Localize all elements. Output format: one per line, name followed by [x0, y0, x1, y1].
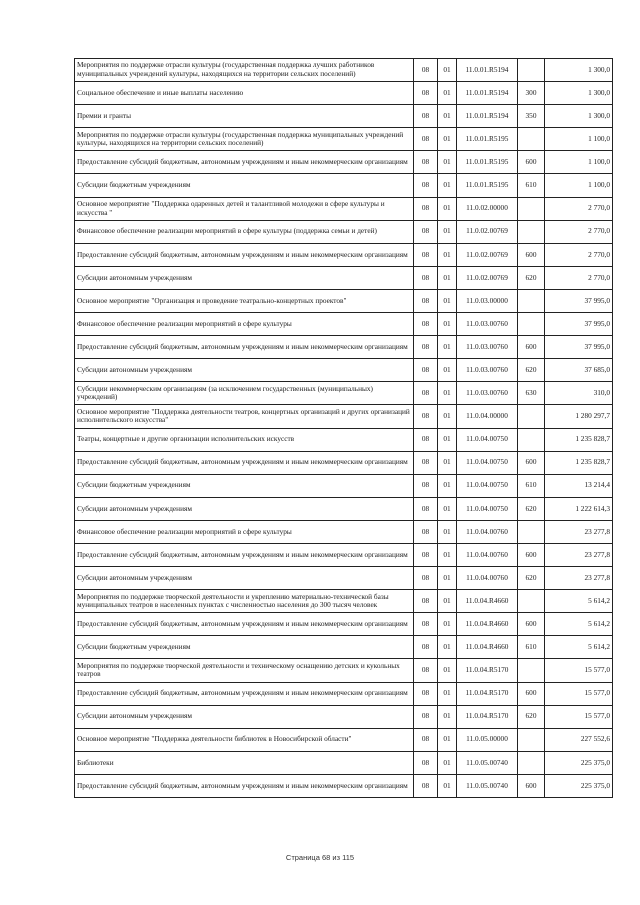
expense-type-cell — [518, 289, 545, 312]
row-name-cell: Библиотеки — [75, 751, 414, 774]
subsection-code-cell: 01 — [438, 59, 457, 82]
row-name-cell: Финансовое обеспечение реализации мероприятий в сфере культуры (поддержка семьи и детей) — [75, 220, 414, 243]
row-name-cell: Субсидии автономным учреждениям — [75, 266, 414, 289]
target-article-cell: 11.0.04.00750 — [457, 497, 518, 520]
section-code-cell: 08 — [414, 82, 438, 105]
subsection-code-cell: 01 — [438, 474, 457, 497]
expense-type-cell: 620 — [518, 567, 545, 590]
target-article-cell: 11.0.01.R5194 — [457, 105, 518, 128]
table-row — [75, 105, 613, 128]
section-code-cell: 08 — [414, 197, 438, 220]
amount-cell: 5 614,2 — [545, 636, 613, 659]
budget-table — [74, 58, 613, 798]
section-code-cell: 08 — [414, 682, 438, 705]
row-name-cell: Предоставление субсидий бюджетным, автономным учреждениям и иным некоммерческим организациям — [75, 774, 414, 797]
table-row — [75, 567, 613, 590]
section-code-cell: 08 — [414, 128, 438, 151]
amount-cell: 1 235 828,7 — [545, 451, 613, 474]
section-code-cell: 08 — [414, 151, 438, 174]
table-row — [75, 82, 613, 105]
target-article-cell: 11.0.02.00769 — [457, 220, 518, 243]
amount-cell: 1 235 828,7 — [545, 428, 613, 451]
section-code-cell: 08 — [414, 659, 438, 682]
amount-cell: 2 770,0 — [545, 243, 613, 266]
subsection-code-cell: 01 — [438, 543, 457, 566]
table-row — [75, 313, 613, 336]
table-row — [75, 266, 613, 289]
expense-type-cell — [518, 428, 545, 451]
subsection-code-cell: 01 — [438, 682, 457, 705]
subsection-code-cell: 01 — [438, 289, 457, 312]
section-code-cell: 08 — [414, 728, 438, 751]
amount-cell: 1 222 614,3 — [545, 497, 613, 520]
subsection-code-cell: 01 — [438, 705, 457, 728]
row-name-cell: Предоставление субсидий бюджетным, автономным учреждениям и иным некоммерческим организациям — [75, 243, 414, 266]
expense-type-cell — [518, 520, 545, 543]
budget-table-page — [74, 58, 612, 798]
amount-cell: 1 300,0 — [545, 105, 613, 128]
amount-cell: 1 280 297,7 — [545, 405, 613, 428]
row-name-cell: Субсидии автономным учреждениям — [75, 359, 414, 382]
row-name-cell: Театры, концертные и другие организации исполнительских искусств — [75, 428, 414, 451]
table-row — [75, 474, 613, 497]
section-code-cell: 08 — [414, 520, 438, 543]
table-row — [75, 613, 613, 636]
expense-type-cell — [518, 405, 545, 428]
row-name-cell: Предоставление субсидий бюджетным, автономным учреждениям и иным некоммерческим организациям — [75, 151, 414, 174]
section-code-cell: 08 — [414, 382, 438, 405]
table-row — [75, 705, 613, 728]
amount-cell: 37 995,0 — [545, 289, 613, 312]
section-code-cell: 08 — [414, 497, 438, 520]
table-row — [75, 197, 613, 220]
table-row — [75, 243, 613, 266]
expense-type-cell — [518, 728, 545, 751]
amount-cell: 225 375,0 — [545, 751, 613, 774]
expense-type-cell — [518, 59, 545, 82]
expense-type-cell: 630 — [518, 382, 545, 405]
target-article-cell: 11.0.04.00750 — [457, 451, 518, 474]
section-code-cell: 08 — [414, 428, 438, 451]
table-row — [75, 497, 613, 520]
section-code-cell: 08 — [414, 59, 438, 82]
amount-cell: 310,0 — [545, 382, 613, 405]
subsection-code-cell: 01 — [438, 220, 457, 243]
expense-type-cell: 620 — [518, 266, 545, 289]
subsection-code-cell: 01 — [438, 336, 457, 359]
amount-cell: 1 100,0 — [545, 151, 613, 174]
target-article-cell: 11.0.04.00000 — [457, 405, 518, 428]
subsection-code-cell: 01 — [438, 266, 457, 289]
section-code-cell: 08 — [414, 543, 438, 566]
section-code-cell: 08 — [414, 220, 438, 243]
expense-type-cell: 620 — [518, 705, 545, 728]
row-name-cell: Субсидии бюджетным учреждениям — [75, 636, 414, 659]
subsection-code-cell: 01 — [438, 751, 457, 774]
expense-type-cell — [518, 590, 545, 613]
target-article-cell: 11.0.01.R5195 — [457, 128, 518, 151]
row-name-cell: Субсидии некоммерческим организациям (за исключением государственных (муниципальных) учреждений) — [75, 382, 414, 405]
expense-type-cell: 350 — [518, 105, 545, 128]
amount-cell: 23 277,8 — [545, 543, 613, 566]
amount-cell: 5 614,2 — [545, 590, 613, 613]
expense-type-cell — [518, 220, 545, 243]
table-row — [75, 659, 613, 682]
target-article-cell: 11.0.01.R5195 — [457, 174, 518, 197]
subsection-code-cell: 01 — [438, 359, 457, 382]
table-row — [75, 520, 613, 543]
subsection-code-cell: 01 — [438, 567, 457, 590]
subsection-code-cell: 01 — [438, 520, 457, 543]
target-article-cell: 11.0.03.00760 — [457, 313, 518, 336]
subsection-code-cell: 01 — [438, 590, 457, 613]
row-name-cell: Субсидии автономным учреждениям — [75, 705, 414, 728]
table-row — [75, 128, 613, 151]
target-article-cell: 11.0.02.00769 — [457, 266, 518, 289]
row-name-cell: Финансовое обеспечение реализации мероприятий в сфере культуры — [75, 520, 414, 543]
expense-type-cell: 600 — [518, 543, 545, 566]
subsection-code-cell: 01 — [438, 636, 457, 659]
amount-cell: 227 552,6 — [545, 728, 613, 751]
table-row — [75, 428, 613, 451]
expense-type-cell: 600 — [518, 682, 545, 705]
subsection-code-cell: 01 — [438, 82, 457, 105]
target-article-cell: 11.0.04.00760 — [457, 520, 518, 543]
expense-type-cell: 610 — [518, 636, 545, 659]
target-article-cell: 11.0.01.R5194 — [457, 59, 518, 82]
section-code-cell: 08 — [414, 613, 438, 636]
row-name-cell: Субсидии бюджетным учреждениям — [75, 174, 414, 197]
subsection-code-cell: 01 — [438, 128, 457, 151]
expense-type-cell — [518, 197, 545, 220]
section-code-cell: 08 — [414, 705, 438, 728]
row-name-cell: Предоставление субсидий бюджетным, автономным учреждениям и иным некоммерческим организациям — [75, 613, 414, 636]
expense-type-cell: 300 — [518, 82, 545, 105]
amount-cell: 2 770,0 — [545, 266, 613, 289]
subsection-code-cell: 01 — [438, 659, 457, 682]
target-article-cell: 11.0.05.00740 — [457, 774, 518, 797]
target-article-cell: 11.0.04.00750 — [457, 428, 518, 451]
page-number: Страница 68 из 115 — [285, 853, 355, 862]
target-article-cell: 11.0.02.00769 — [457, 243, 518, 266]
section-code-cell: 08 — [414, 289, 438, 312]
subsection-code-cell: 01 — [438, 382, 457, 405]
table-row — [75, 636, 613, 659]
expense-type-cell — [518, 128, 545, 151]
row-name-cell: Предоставление субсидий бюджетным, автономным учреждениям и иным некоммерческим организациям — [75, 336, 414, 359]
budget-table-body — [75, 59, 613, 798]
amount-cell: 2 770,0 — [545, 197, 613, 220]
row-name-cell: Финансовое обеспечение реализации мероприятий в сфере культуры — [75, 313, 414, 336]
section-code-cell: 08 — [414, 636, 438, 659]
target-article-cell: 11.0.04.R5170 — [457, 705, 518, 728]
table-row — [75, 382, 613, 405]
row-name-cell: Предоставление субсидий бюджетным, автономным учреждениям и иным некоммерческим организациям — [75, 543, 414, 566]
table-row — [75, 728, 613, 751]
target-article-cell: 11.0.03.00000 — [457, 289, 518, 312]
section-code-cell: 08 — [414, 105, 438, 128]
amount-cell: 1 300,0 — [545, 82, 613, 105]
target-article-cell: 11.0.03.00760 — [457, 336, 518, 359]
target-article-cell: 11.0.01.R5194 — [457, 82, 518, 105]
subsection-code-cell: 01 — [438, 428, 457, 451]
expense-type-cell — [518, 313, 545, 336]
section-code-cell: 08 — [414, 567, 438, 590]
row-name-cell: Мероприятия по поддержке творческой деятельности и укреплению материально-технической базы муниципальных театров в населенных пунктах с численностью населения до 300 тысяч человек — [75, 590, 414, 613]
amount-cell: 1 100,0 — [545, 174, 613, 197]
expense-type-cell: 610 — [518, 174, 545, 197]
amount-cell: 37 995,0 — [545, 336, 613, 359]
row-name-cell: Основное мероприятие "Поддержка деятельности библиотек в Новосибирской области" — [75, 728, 414, 751]
section-code-cell: 08 — [414, 359, 438, 382]
table-row — [75, 59, 613, 82]
subsection-code-cell: 01 — [438, 105, 457, 128]
row-name-cell: Социальное обеспечение и иные выплаты населению — [75, 82, 414, 105]
table-row — [75, 336, 613, 359]
section-code-cell: 08 — [414, 266, 438, 289]
amount-cell: 1 300,0 — [545, 59, 613, 82]
section-code-cell: 08 — [414, 174, 438, 197]
section-code-cell: 08 — [414, 313, 438, 336]
target-article-cell: 11.0.01.R5195 — [457, 151, 518, 174]
expense-type-cell: 600 — [518, 336, 545, 359]
table-row — [75, 590, 613, 613]
section-code-cell: 08 — [414, 451, 438, 474]
amount-cell: 37 995,0 — [545, 313, 613, 336]
target-article-cell: 11.0.05.00000 — [457, 728, 518, 751]
target-article-cell: 11.0.04.00760 — [457, 543, 518, 566]
row-name-cell: Основное мероприятие "Поддержка одаренных детей и талантливой молодежи в сфере культуры и искусства " — [75, 197, 414, 220]
row-name-cell: Мероприятия по поддержке отрасли культуры (государственная поддержка муниципальных учреждений культуры, находящихся на территории сельских поселений) — [75, 128, 414, 151]
subsection-code-cell: 01 — [438, 613, 457, 636]
table-row — [75, 174, 613, 197]
target-article-cell: 11.0.02.00000 — [457, 197, 518, 220]
expense-type-cell: 600 — [518, 243, 545, 266]
subsection-code-cell: 01 — [438, 497, 457, 520]
section-code-cell: 08 — [414, 243, 438, 266]
amount-cell: 15 577,0 — [545, 682, 613, 705]
subsection-code-cell: 01 — [438, 197, 457, 220]
amount-cell: 225 375,0 — [545, 774, 613, 797]
target-article-cell: 11.0.04.R5170 — [457, 682, 518, 705]
table-row — [75, 682, 613, 705]
subsection-code-cell: 01 — [438, 405, 457, 428]
table-row — [75, 405, 613, 428]
section-code-cell: 08 — [414, 751, 438, 774]
table-row — [75, 751, 613, 774]
target-article-cell: 11.0.04.R4660 — [457, 613, 518, 636]
row-name-cell: Основное мероприятие "Поддержка деятельности театров, концертных организаций и других организаций исполнительского искусства" — [75, 405, 414, 428]
row-name-cell: Мероприятия по поддержке творческой деятельности и техническому оснащению детских и кукольных театров — [75, 659, 414, 682]
table-row — [75, 359, 613, 382]
row-name-cell: Мероприятия по поддержке отрасли культуры (государственная поддержка лучших работников муниципальных учреждений культуры, находящихся на территории сельских поселений) — [75, 59, 414, 82]
section-code-cell: 08 — [414, 405, 438, 428]
section-code-cell: 08 — [414, 336, 438, 359]
row-name-cell: Предоставление субсидий бюджетным, автономным учреждениям и иным некоммерческим организациям — [75, 451, 414, 474]
expense-type-cell: 620 — [518, 359, 545, 382]
subsection-code-cell: 01 — [438, 774, 457, 797]
target-article-cell: 11.0.04.R4660 — [457, 636, 518, 659]
expense-type-cell: 600 — [518, 451, 545, 474]
section-code-cell: 08 — [414, 474, 438, 497]
section-code-cell: 08 — [414, 774, 438, 797]
target-article-cell: 11.0.04.00750 — [457, 474, 518, 497]
target-article-cell: 11.0.03.00760 — [457, 382, 518, 405]
expense-type-cell: 610 — [518, 474, 545, 497]
target-article-cell: 11.0.04.R5170 — [457, 659, 518, 682]
amount-cell: 5 614,2 — [545, 613, 613, 636]
amount-cell: 37 685,0 — [545, 359, 613, 382]
table-row — [75, 289, 613, 312]
row-name-cell: Основное мероприятие "Организация и проведение театрально-концертных проектов" — [75, 289, 414, 312]
row-name-cell: Предоставление субсидий бюджетным, автономным учреждениям и иным некоммерческим организациям — [75, 682, 414, 705]
expense-type-cell: 600 — [518, 774, 545, 797]
amount-cell: 23 277,8 — [545, 520, 613, 543]
target-article-cell: 11.0.03.00760 — [457, 359, 518, 382]
subsection-code-cell: 01 — [438, 151, 457, 174]
amount-cell: 13 214,4 — [545, 474, 613, 497]
table-row — [75, 774, 613, 797]
subsection-code-cell: 01 — [438, 243, 457, 266]
amount-cell: 2 770,0 — [545, 220, 613, 243]
subsection-code-cell: 01 — [438, 174, 457, 197]
expense-type-cell — [518, 751, 545, 774]
row-name-cell: Премии и гранты — [75, 105, 414, 128]
amount-cell: 15 577,0 — [545, 659, 613, 682]
target-article-cell: 11.0.05.00740 — [457, 751, 518, 774]
table-row — [75, 451, 613, 474]
target-article-cell: 11.0.04.00760 — [457, 567, 518, 590]
expense-type-cell — [518, 659, 545, 682]
amount-cell: 1 100,0 — [545, 128, 613, 151]
table-row — [75, 220, 613, 243]
row-name-cell: Субсидии бюджетным учреждениям — [75, 474, 414, 497]
subsection-code-cell: 01 — [438, 313, 457, 336]
expense-type-cell: 600 — [518, 613, 545, 636]
amount-cell: 23 277,8 — [545, 567, 613, 590]
row-name-cell: Субсидии автономным учреждениям — [75, 497, 414, 520]
target-article-cell: 11.0.04.R4660 — [457, 590, 518, 613]
table-row — [75, 543, 613, 566]
row-name-cell: Субсидии автономным учреждениям — [75, 567, 414, 590]
amount-cell: 15 577,0 — [545, 705, 613, 728]
subsection-code-cell: 01 — [438, 728, 457, 751]
section-code-cell: 08 — [414, 590, 438, 613]
expense-type-cell: 600 — [518, 151, 545, 174]
table-row — [75, 151, 613, 174]
expense-type-cell: 620 — [518, 497, 545, 520]
subsection-code-cell: 01 — [438, 451, 457, 474]
